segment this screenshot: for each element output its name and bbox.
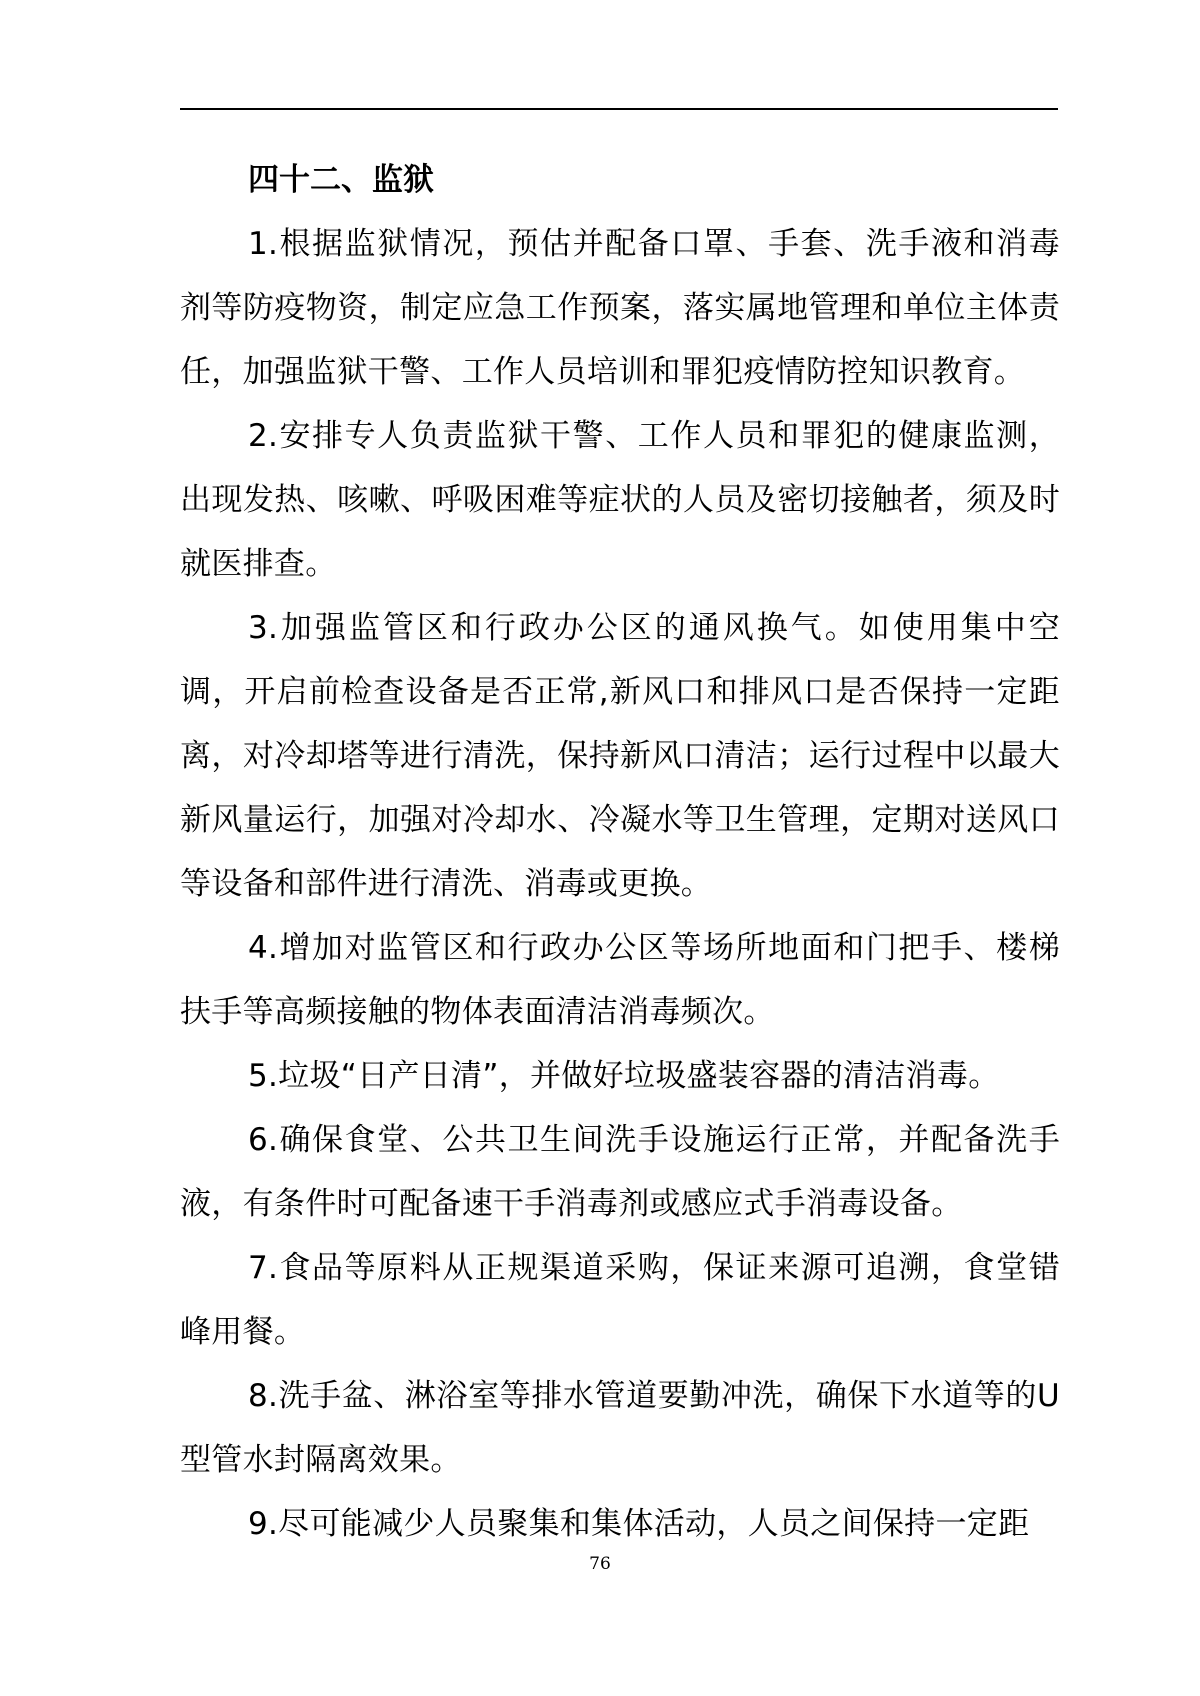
paragraph-3: 3.加强监管区和行政办公区的通风换气。如使用集中空调，开启前检查设备是否正常,新风口和排风口是否保持一定距离，对冷却塔等进行清洗，保持新风口清洁；运行过程中以最大新风量运行，加强对冷却水、冷凝水等卫生管理，定期对送风口等设备和部件进行清洗、消毒或更换。 [180, 610, 1060, 902]
paragraph-2: 2.安排专人负责监狱干警、工作人员和罪犯的健康监测，出现发热、咳嗽、呼吸困难等症状的人员及密切接触者，须及时就医排查。 [180, 418, 1060, 582]
page-body [180, 148, 1060, 1556]
section-heading: 四十二、监狱 [248, 162, 434, 198]
paragraph-6: 6.确保食堂、公共卫生间洗手设施运行正常，并配备洗手液，有条件时可配备速干手消毒剂或感应式手消毒设备。 [180, 1122, 1060, 1222]
paragraph-9: 9.尽可能减少人员聚集和集体活动，人员之间保持一定距 [248, 1506, 1030, 1542]
header-rule [180, 108, 1058, 110]
paragraph-8: 8.洗手盆、淋浴室等排水管道要勤冲洗，确保下水道等的U 型管水封隔离效果。 [180, 1378, 1060, 1478]
paragraph-4: 4.增加对监管区和行政办公区等场所地面和门把手、楼梯扶手等高频接触的物体表面清洁消毒频次。 [180, 930, 1060, 1030]
page-number: 76 [589, 1554, 611, 1574]
paragraph-1: 1.根据监狱情况，预估并配备口罩、手套、洗手液和消毒剂等防疫物资，制定应急工作预案，落实属地管理和单位主体责任，加强监狱干警、工作人员培训和罪犯疫情防控知识教育。 [180, 226, 1060, 390]
paragraph-7: 7.食品等原料从正规渠道采购，保证来源可追溯，食堂错峰用餐。 [180, 1250, 1060, 1350]
paragraph-5: 5.垃圾“日产日清”，并做好垃圾盛装容器的清洁消毒。 [248, 1058, 1000, 1094]
